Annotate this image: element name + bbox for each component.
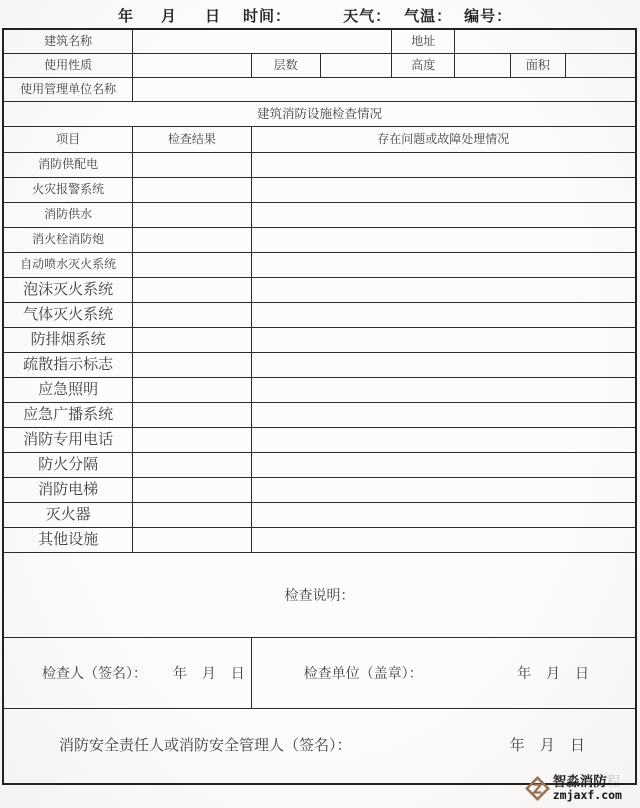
result-cell — [133, 528, 251, 553]
management-unit-value-cell — [133, 78, 636, 102]
floors-value-cell — [320, 54, 392, 78]
problem-cell — [251, 428, 636, 453]
problem-cell — [251, 378, 636, 403]
watermark-brand-faint: 程 — [606, 773, 621, 789]
column-header-row — [3, 127, 636, 153]
management-unit-label: 使用管理单位名称 — [3, 78, 133, 102]
problem-cell — [251, 178, 636, 203]
table-row — [3, 378, 636, 403]
problem-cell — [251, 253, 636, 278]
floors-label: 层数 — [251, 54, 320, 78]
problem-cell — [251, 528, 636, 553]
responsible-signature-row — [3, 709, 636, 785]
item-label: 疏散指示标志 — [3, 353, 133, 378]
result-cell — [133, 278, 251, 303]
problem-cell — [251, 478, 636, 503]
problem-cell — [251, 278, 636, 303]
problem-cell — [251, 228, 636, 253]
result-cell — [133, 403, 251, 428]
watermark-brand: 智淼消防程 — [552, 773, 621, 789]
table-row — [3, 253, 636, 278]
table-row — [3, 178, 636, 203]
item-label: 应急照明 — [3, 378, 133, 403]
year-label: 年 — [118, 7, 135, 25]
unit-stamp-label: 检查单位（盖章）： — [303, 664, 423, 681]
form-date-line — [0, 0, 640, 25]
table-row — [3, 353, 636, 378]
notes-row — [3, 553, 636, 638]
result-cell — [133, 228, 251, 253]
month-label: 月 — [161, 7, 178, 25]
address-value-cell — [455, 29, 636, 54]
result-cell — [133, 178, 251, 203]
result-cell — [133, 428, 251, 453]
item-label: 其他设施 — [3, 528, 133, 553]
height-label: 高度 — [392, 54, 455, 78]
area-value-cell — [565, 54, 636, 78]
building-name-row — [3, 29, 636, 54]
management-unit-row — [3, 78, 636, 102]
item-label: 应急广播系统 — [3, 403, 133, 428]
result-cell — [133, 353, 251, 378]
problem-cell — [251, 503, 636, 528]
table-row — [3, 403, 636, 428]
temperature-label: 气温： — [404, 7, 453, 25]
item-label: 火灾报警系统 — [3, 178, 133, 203]
unit-date: 年 月 日 — [517, 664, 589, 681]
column-header-problems: 存在问题或故障处理情况 — [251, 127, 636, 153]
diamond-logo-icon — [524, 775, 551, 802]
result-cell — [133, 153, 251, 178]
result-cell — [133, 478, 251, 503]
usage-row — [3, 54, 636, 78]
item-label: 消防电梯 — [3, 478, 133, 503]
section-title-row — [3, 102, 636, 127]
height-value-cell — [455, 54, 511, 78]
watermark-url: zmjaxf.com — [552, 788, 622, 803]
table-row — [3, 428, 636, 453]
result-cell — [133, 328, 251, 353]
inspection-form-table — [2, 28, 637, 785]
responsible-signature-label: 消防安全责任人或消防安全管理人（签名）： — [59, 737, 352, 755]
building-name-label: 建筑名称 — [3, 29, 133, 54]
item-label: 灭火器 — [3, 503, 133, 528]
problem-cell — [251, 453, 636, 478]
problem-cell — [251, 153, 636, 178]
usage-value-cell — [133, 54, 251, 78]
result-cell — [133, 453, 251, 478]
unit-stamp-cell — [251, 638, 636, 709]
result-cell — [133, 203, 251, 228]
responsible-signature-cell — [3, 709, 636, 785]
weather-label: 天气： — [343, 7, 392, 25]
result-cell — [133, 378, 251, 403]
day-label: 日 — [205, 7, 222, 25]
time-label: 时间： — [243, 7, 292, 25]
problem-cell — [251, 403, 636, 428]
watermark-logo — [524, 775, 622, 802]
problem-cell — [251, 353, 636, 378]
notes-label: 检查说明： — [284, 586, 355, 603]
item-label: 消火栓消防炮 — [3, 228, 133, 253]
table-row — [3, 228, 636, 253]
column-header-item: 项目 — [3, 127, 133, 153]
area-label: 面积 — [511, 54, 565, 78]
problem-cell — [251, 328, 636, 353]
problem-cell — [251, 203, 636, 228]
responsible-date: 年 月 日 — [509, 737, 585, 755]
table-row — [3, 153, 636, 178]
inspector-signature-cell — [3, 638, 251, 709]
section-title: 建筑消防设施检查情况 — [3, 102, 636, 127]
result-cell — [133, 253, 251, 278]
building-name-value-cell — [133, 29, 392, 54]
item-label: 消防供配电 — [3, 153, 133, 178]
item-label: 气体灭火系统 — [3, 303, 133, 328]
signature-row — [3, 638, 636, 709]
item-label: 防排烟系统 — [3, 328, 133, 353]
result-cell — [133, 503, 251, 528]
table-row — [3, 478, 636, 503]
table-row — [3, 528, 636, 553]
table-row — [3, 278, 636, 303]
item-label: 自动喷水灭火系统 — [3, 253, 133, 278]
table-row — [3, 328, 636, 353]
table-row — [3, 453, 636, 478]
notes-cell — [3, 553, 636, 638]
inspector-date: 年 月 日 — [173, 664, 245, 681]
inspector-signature-label: 检查人（签名）： — [42, 664, 147, 681]
item-label: 消防专用电话 — [3, 428, 133, 453]
item-label: 防火分隔 — [3, 453, 133, 478]
problem-cell — [251, 303, 636, 328]
item-label: 消防供水 — [3, 203, 133, 228]
item-label: 泡沫灭火系统 — [3, 278, 133, 303]
table-row — [3, 503, 636, 528]
table-row — [3, 303, 636, 328]
table-row — [3, 203, 636, 228]
form-number-label: 编号： — [464, 7, 513, 25]
usage-label: 使用性质 — [3, 54, 133, 78]
address-label: 地址 — [392, 29, 455, 54]
result-cell — [133, 303, 251, 328]
column-header-result: 检查结果 — [133, 127, 251, 153]
